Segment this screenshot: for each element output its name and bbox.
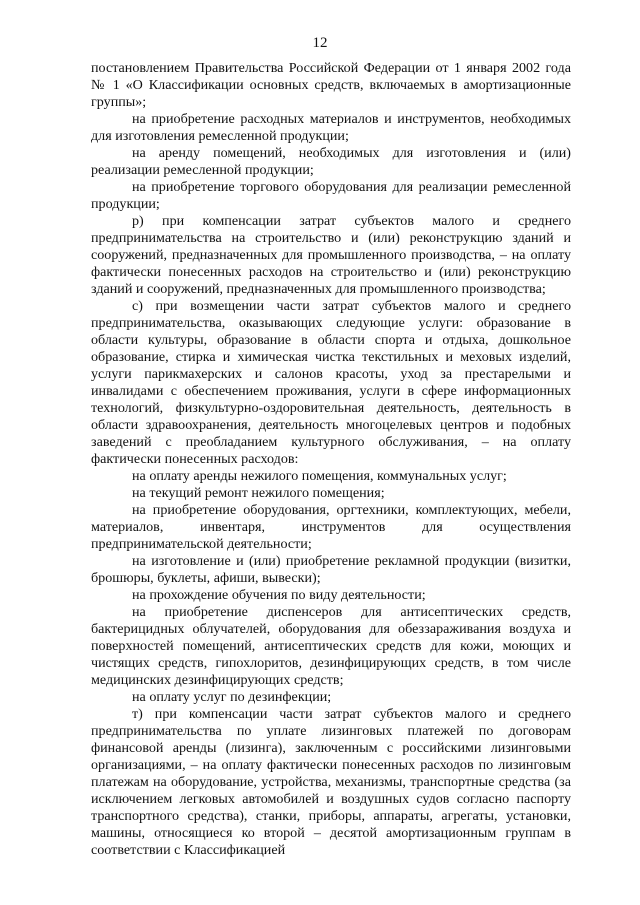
paragraph: на прохождение обучения по виду деятельности; — [132, 587, 426, 603]
document-body — [91, 60, 571, 859]
paragraph: на приобретение торгового оборудования для реализации ремесленной продукции; — [91, 179, 571, 212]
paragraph: на оплату аренды нежилого помещения, коммунальных услуг; — [132, 468, 507, 484]
paragraph: с) при возмещении части затрат субъектов малого и среднего предпринимательства, оказывающих следующие услуги: образование в области культуры, образование в области спорта и отдыха, дошкольное образование, стирка и химическая чистка текстильных и меховых изделий, услуги парикмахерских и салонов красоты, уход за престарелыми и инвалидами с обеспечением проживания, услуги в сфере информационных технологий, физкультурно-оздоровительная деятельность, деятельность в области здравоохранения, деятельность многоцелевых центров и подобных заведений с преобладанием культурного обслуживания, – на оплату фактически понесенных расходов: — [91, 298, 571, 467]
paragraph: на приобретение диспенсеров для антисептических средств, бактерицидных облучателей, оборудования для обеззараживания воздуха и поверхностей помещений, антисептических средств для кожи, моющих и чистящих средств, гипохлоритов, дезинфицирующих средств, в том числе медицинских дезинфицирующих средств; — [91, 604, 571, 688]
page-number: 12 — [312, 35, 328, 51]
paragraph: т) при компенсации части затрат субъектов малого и среднего предпринимательства по уплате лизинговых платежей по договорам финансовой аренды (лизинга), заключенным с российскими лизинговыми организациями, – на оплату фактически понесенных расходов по лизинговым платежам на оборудование, устройства, механизмы, транспортные средства (за исключением легковых автомобилей и воздушных судов согласно паспорту транспортного средства), станки, приборы, аппараты, агрегаты, установки, машины, относящиеся ко второй – десятой амортизационным группам в соответствии с Классификацией — [91, 706, 571, 858]
paragraph: постановлением Правительства Российской Федерации от 1 января 2002 года № 1 «О Классификации основных средств, включаемых в амортизационные группы»; — [91, 60, 571, 110]
paragraph: на приобретение оборудования, оргтехники, комплектующих, мебели, материалов, инвентаря, инструментов для осуществления предпринимательской деятельности; — [91, 502, 571, 552]
paragraph: р) при компенсации затрат субъектов малого и среднего предпринимательства на строительство и (или) реконструкцию зданий и сооружений, предназначенных для промышленного производства, – на оплату фактически понесенных расходов на строительство и (или) реконструкцию зданий и сооружений, предназначенных для промышленного производства; — [91, 213, 571, 297]
paragraph: на приобретение расходных материалов и инструментов, необходимых для изготовления ремесленной продукции; — [91, 111, 571, 144]
paragraph: на текущий ремонт нежилого помещения; — [132, 485, 385, 501]
paragraph: на оплату услуг по дезинфекции; — [132, 689, 332, 705]
paragraph: на аренду помещений, необходимых для изготовления и (или) реализации ремесленной продукции; — [91, 145, 571, 178]
paragraph: на изготовление и (или) приобретение рекламной продукции (визитки, брошюры, буклеты, афиши, вывески); — [91, 553, 571, 586]
